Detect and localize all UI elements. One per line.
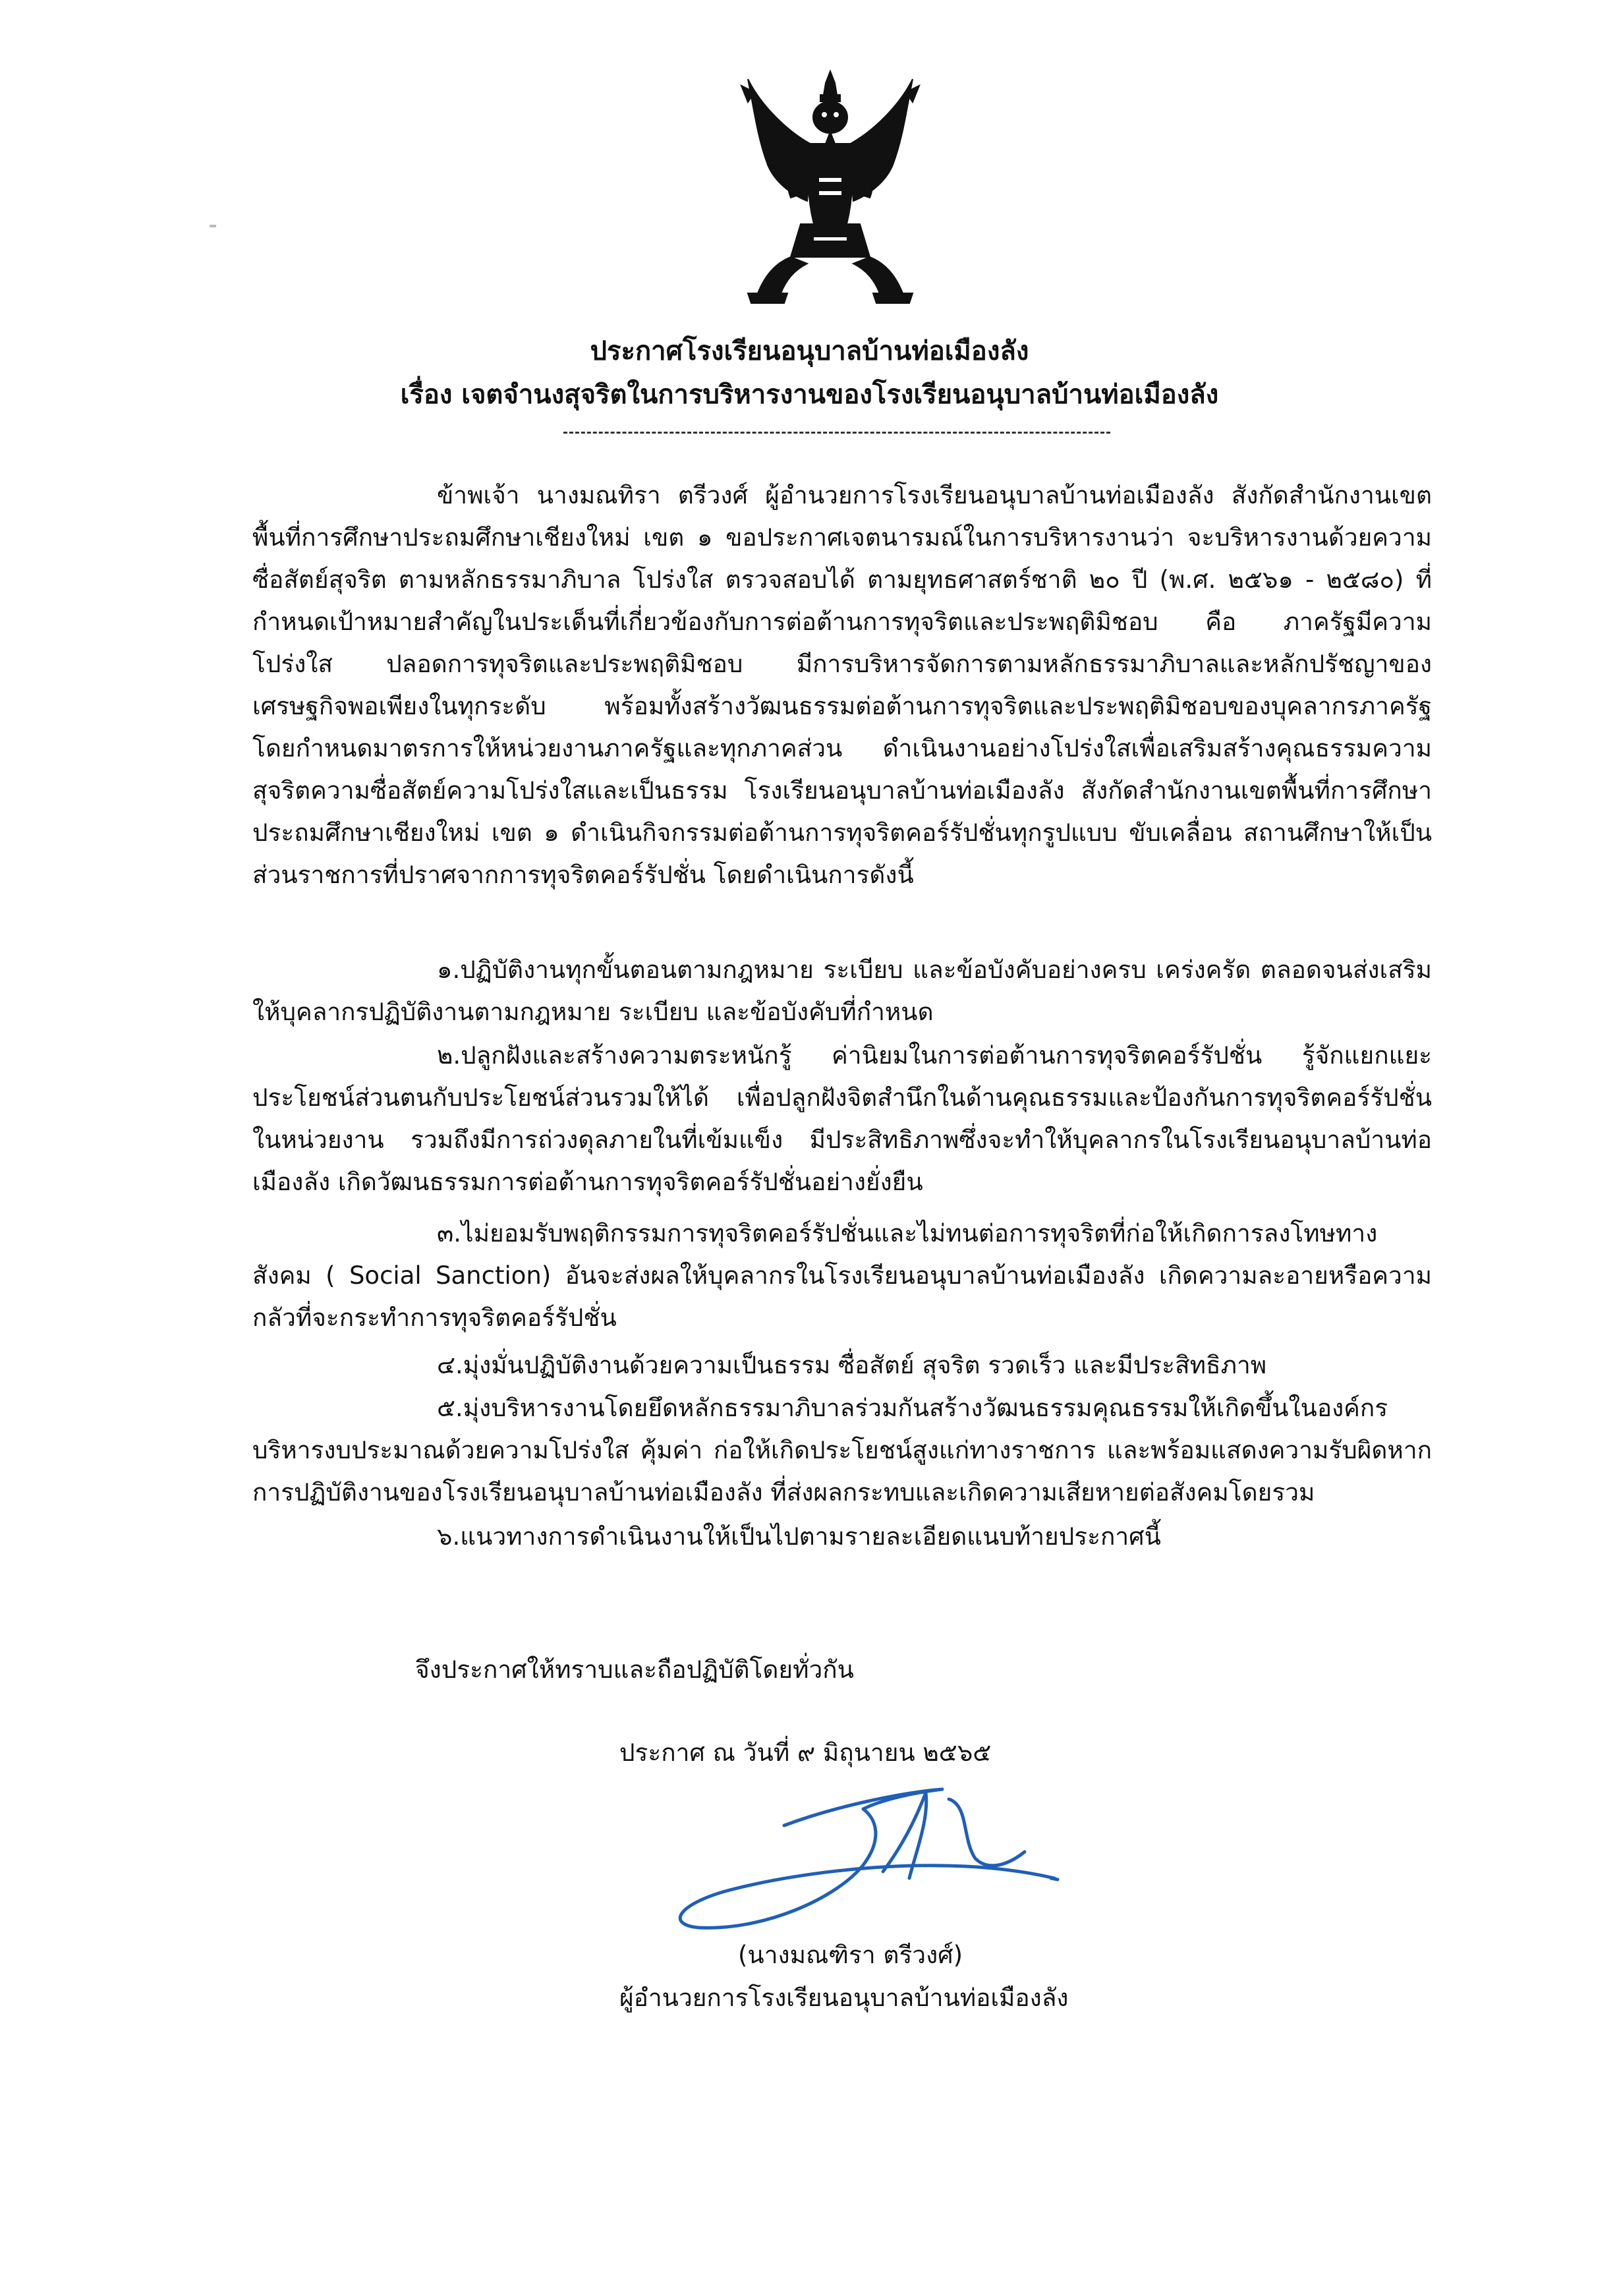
signer-title: ผู้อำนวยการโรงเรียนอนุบาลบ้านท่อเมืองลัง: [619, 1984, 1069, 2012]
signer-name: (นางมณฑิรา ตรีวงศ์): [738, 1941, 963, 1969]
list-item-6-text: ๖.แนวทางการดำเนินงานให้เป็นไปตามรายละเอียดแนบท้ายประกาศนี้: [437, 1522, 1161, 1551]
list-item-6: [252, 1516, 1432, 1558]
list-item-2-text: ๒.ปลูกฝังและสร้างความตระหนักรู้ ค่านิยมในการต่อต้านการทุจริตคอร์รัปชั่น รู้จักแยกแยะประโยชน์ส่วนตนกับประโยชน์ส่วนรวมให้ได้ เพื่อปลูกฝังจิตสำนึกในด้านคุณธรรมและป้องกันการทุจริตคอร์รัปชั่นในหน่วยงาน รวมถึงมีการถ่วงดุลภายในที่เข้มแข็ง มีประสิทธิภาพซึ่งจะทำให้บุคลากรในโรงเรียนอนุบาลบ้านท่อเมืองลัง เกิดวัฒนธรรมการต่อต้านการทุจริตคอร์รัปชั่นอย่างยั่งยืน: [252, 1041, 1432, 1196]
announcement-title: ประกาศโรงเรียนอนุบาลบ้านท่อเมืองลัง: [590, 336, 1029, 366]
handwritten-signature: [666, 1779, 1087, 1937]
list-item-4: [252, 1344, 1432, 1387]
intro-paragraph: [252, 474, 1432, 896]
announcement-subject: เรื่อง เจตจำนงสุจริตในการบริหารงานของโรงเรียนอนุบาลบ้านท่อเมืองลัง: [400, 380, 1219, 410]
list-item-2: [252, 1035, 1432, 1203]
list-item-4-text: ๔.มุ่งมั่นปฏิบัติงานด้วยความเป็นธรรม ซื่อสัตย์ สุจริต รวดเร็ว และมีประสิทธิภาพ: [437, 1351, 1267, 1379]
closing-statement: จึงประกาศให้ทราบและถือปฏิบัติโดยทั่วกัน: [415, 1655, 854, 1684]
list-item-5-text: ๕.มุ่งบริหารงานโดยยึดหลักธรรมาภิบาลร่วมกันสร้างวัฒนธรรมคุณธรรมให้เกิดขึ้นในองค์กรบริหารงบประมาณด้วยความโปร่งใส คุ้มค่า ก่อให้เกิดประโยชน์สูงแก่ทางราชการ และพร้อมแสดงความรับผิดหากการปฏิบัติงานของโรงเรียนอนุบาลบ้านท่อเมืองลัง ที่ส่งผลกระทบและเกิดความเสียหายต่อสังคมโดยรวม: [252, 1394, 1432, 1507]
garuda-emblem-icon: [728, 66, 932, 310]
announcement-date: ประกาศ ณ วันที่ ๙ มิถุนายน ๒๕๖๕: [619, 1738, 992, 1767]
list-item-3-text: ๓.ไม่ยอมรับพฤติกรรมการทุจริตคอร์รัปชั่นและไม่ทนต่อการทุจริตที่ก่อให้เกิดการลงโทษทางสังคม ( Social Sanction) อันจะส่งผลให้บุคลากรในโรงเรียนอนุบาลบ้านท่อเมืองลัง เกิดความละอายหรือความกลัวที่จะกระทำการทุจริตคอร์รัปชั่น: [252, 1219, 1432, 1332]
list-item-1: [252, 949, 1432, 1033]
scan-speck: [210, 225, 216, 227]
list-item-1-text: ๑.ปฏิบัติงานทุกขั้นตอนตามกฎหมาย ระเบียบ และข้อบังคับอย่างครบ เคร่งครัด ตลอดจนส่งเสริมให้บุคลากรปฏิบัติงานตามกฎหมาย ระเบียบ และข้อบังคับที่กำหนด: [252, 956, 1432, 1026]
list-item-5: [252, 1387, 1432, 1514]
intro-text: ข้าพเจ้า นางมณทิรา ตรีวงศ์ ผู้อำนวยการโรงเรียนอนุบาลบ้านท่อเมืองลัง สังกัดสำนักงานเขตพื้นที่การศึกษาประถมศึกษาเชียงใหม่ เขต ๑ ขอประกาศเจตนารมณ์ในการบริหารงานว่า จะบริหารงานด้วยความซื่อสัตย์สุจริต ตามหลักธรรมาภิบาล โปร่งใส ตรวจสอบได้ ตามยุทธศาสตร์ชาติ ๒๐ ปี (พ.ศ. ๒๕๖๑ - ๒๕๘๐) ที่กำหนดเป้าหมายสำคัญในประเด็นที่เกี่ยวข้องกับการต่อต้านการทุจริตและประพฤติมิชอบ คือ ภาครัฐมีความโปร่งใส ปลอดการทุจริตและประพฤติมิชอบ มีการบริหารจัดการตามหลักธรรมาภิบาลและหลักปรัชญาของเศรษฐกิจพอเพียงในทุกระดับ พร้อมทั้งสร้างวัฒนธรรมต่อต้านการทุจริตและประพฤติมิชอบของบุคลากรภาครัฐ โดยกำหนดมาตรการให้หน่วยงานภาครัฐและทุกภาคส่วน ดำเนินงานอย่างโปร่งใสเพื่อเสริมสร้างคุณธรรมความสุจริตความซื่อสัตย์ความโปร่งใสและเป็นธรรม โรงเรียนอนุบาลบ้านท่อเมืองลัง สังกัดสำนักงานเขตพื้นที่การศึกษาประถมศึกษาเชียงใหม่ เขต ๑ ดำเนินกิจกรรมต่อต้านการทุจริตคอร์รัปชั่นทุกรูปแบบ ขับเคลื่อน สถานศึกษาให้เป็นส่วนราชการที่ปราศจากการทุจริตคอร์รัปชั่น โดยดำเนินการดังนี้: [252, 481, 1432, 889]
list-item-3: [252, 1213, 1432, 1339]
title-divider: [563, 432, 1110, 434]
